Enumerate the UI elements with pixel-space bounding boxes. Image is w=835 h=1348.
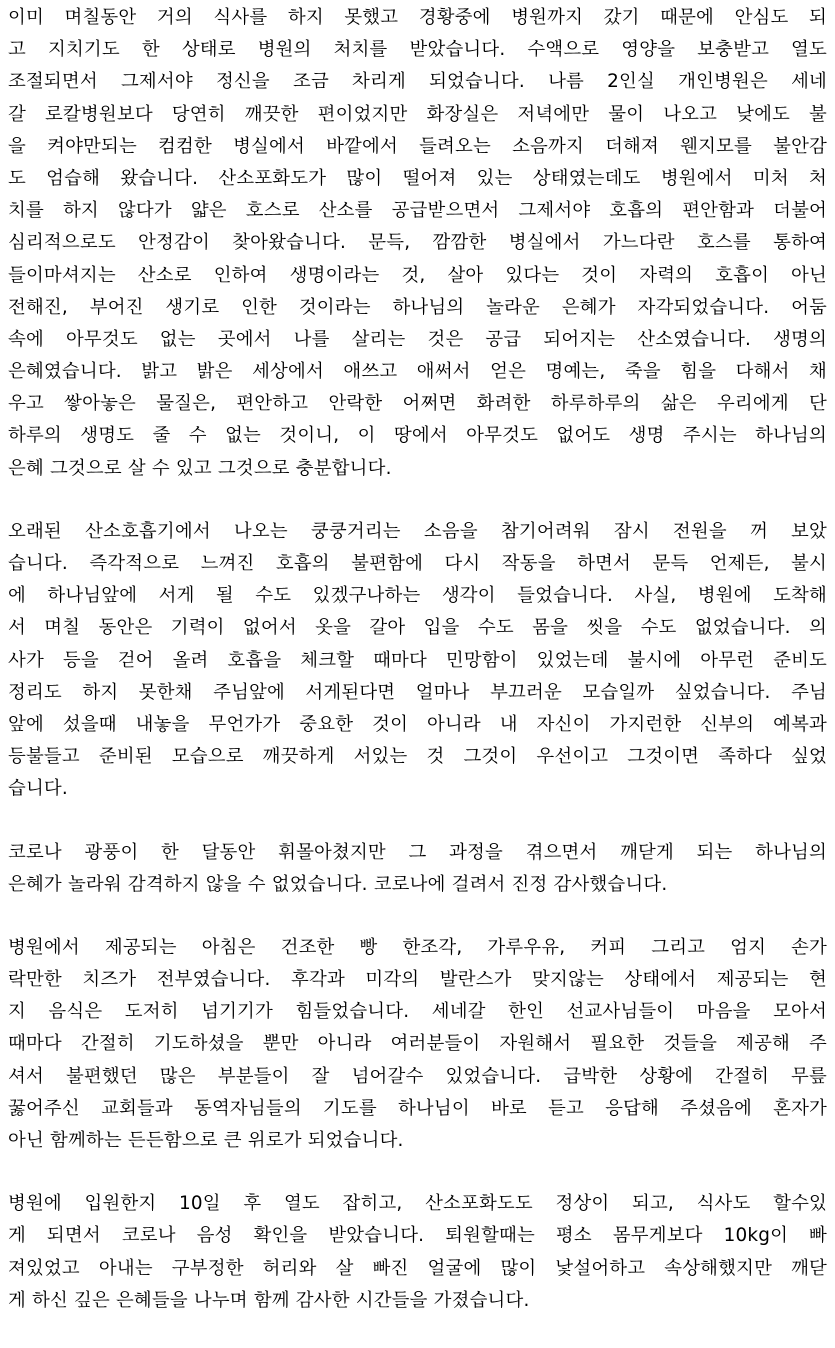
text-line: 속에 아무것도 없는 곳에서 나를 살리는 것은 공급 되어지는 산소였습니다. 생명의: [8, 328, 827, 350]
text-line: 습니다.: [8, 778, 68, 800]
text-line: 병원에서 제공되는 아침은 건조한 빵 한조각, 가루우유, 커피 그리고 엄지 손가: [8, 936, 827, 958]
text-line: 사가 등을 걷어 올려 호흡을 체크할 때마다 민망함이 있었는데 불시에 아무런 준비도: [8, 649, 827, 671]
paragraph-covid-grace: [8, 837, 827, 901]
text-line: 갈 로칼병원보다 당연히 깨끗한 편이었지만 화장실은 저녁에만 물이 나오고 낮에도 불: [8, 103, 827, 125]
text-line: 을 켜야만되는 컴컴한 병실에서 바깥에서 들려오는 소음까지 더해져 웬지모를 불안감: [8, 135, 827, 157]
text-line: 게 하신 깊은 은혜들을 나누며 함께 감사한 시간들을 가졌습니다.: [8, 1289, 530, 1311]
text-line: 게 되면서 코로나 음성 확인을 받았습니다. 퇴원할때는 평소 몸무게보다 10kg이 빠: [8, 1225, 827, 1247]
text-line: 져있었고 아내는 구부정한 허리와 살 빠진 얼굴에 많이 낯설어하고 속상해했지만 깨닫: [8, 1257, 827, 1279]
text-line: 에 하나님앞에 서게 될 수도 있겠구나하는 생각이 들었습니다. 사실, 병원에 도착해: [8, 585, 827, 607]
text-line: 도 엄습해 왔습니다. 산소포화도가 많이 떨어져 있는 상태였는데도 병원에서 미처 처: [8, 167, 827, 189]
text-line: 등불들고 준비된 모습으로 깨끗하게 서있는 것 그것이 우선이고 그것이면 족하다 싶었: [8, 746, 827, 768]
text-line: 앞에 섰을때 내놓을 무언가가 중요한 것이 아니라 내 자신이 가지런한 신부의 예복과: [8, 713, 827, 735]
paragraph-hospital-food: [8, 932, 827, 1157]
text-line: 우고 쌓아놓은 물질은, 편안하고 안락한 어쩌면 화려한 하루하루의 삶은 우리에게 단: [8, 393, 827, 415]
text-line: 오래된 산소호흡기에서 나오는 쿵쿵거리는 소음을 참기어려워 잠시 전원을 꺼 보았: [8, 520, 827, 542]
paragraph-oxygen-machine: [8, 516, 827, 806]
text-line: 심리적으로도 안정감이 찾아왔습니다. 문득, 깜깜한 병실에서 가느다란 호스를 통하여: [8, 232, 827, 254]
text-line: 아닌 함께하는 든든함으로 큰 위로가 되었습니다.: [8, 1130, 404, 1151]
text-line: 지 음식은 도저히 넘기기가 힘들었습니다. 세네갈 한인 선교사님들이 마음을 모아서: [8, 1001, 827, 1023]
text-line: 꿇어주신 교회들과 동역자님들의 기도를 하나님이 바로 듣고 응답해 주셨음에 혼자가: [8, 1097, 827, 1119]
text-line: 들이마셔지는 산소로 인하여 생명이라는 것, 살아 있다는 것이 자력의 호흡이 아닌: [8, 264, 827, 286]
text-line: 은혜가 놀라워 감격하지 않을 수 없었습니다. 코로나에 걸려서 진정 감사했습니다.: [8, 873, 668, 895]
text-line: 조절되면서 그제서야 정신을 조금 차리게 되었습니다. 나름 2인실 개인병원은 세네: [8, 71, 827, 93]
text-line: 이미 며칠동안 거의 식사를 하지 못했고 경황중에 병원까지 갔기 때문에 안심도 되: [8, 7, 827, 28]
text-line: 하루의 생명도 줄 수 없는 것이니, 이 땅에서 아무것도 없어도 생명 주시는 하나님의: [8, 425, 827, 447]
text-line: 때마다 간절히 기도하셨을 뿐만 아니라 여러분들이 자원해서 필요한 것들을 제공해 주: [8, 1033, 827, 1055]
text-line: 서 며칠 동안은 기력이 없어서 옷을 갈아 입을 수도 몸을 씻을 수도 없었습니다. 의: [8, 617, 827, 639]
text-line: 은혜 그것으로 살 수 있고 그것으로 충분합니다.: [8, 457, 392, 479]
text-line: 전해진, 부어진 생기로 인한 것이라는 하나님의 놀라운 은혜가 자각되었습니다. 어둠: [8, 296, 827, 318]
document-page: [8, 2, 827, 1348]
paragraph-hospital-care: [8, 2, 827, 485]
text-line: 고 지치기도 한 상태로 병원의 처치를 받았습니다. 수액으로 영양을 보충받고 열도: [8, 39, 827, 61]
text-line: 락만한 치즈가 전부였습니다. 후각과 미각의 발란스가 맞지않는 상태에서 제공되는 현: [8, 969, 827, 991]
text-line: 코로나 광풍이 한 달동안 휘몰아쳤지만 그 과정을 겪으면서 깨닫게 되는 하나님의: [8, 841, 827, 863]
text-line: 병원에 입원한지 10일 후 열도 잡히고, 산소포화도도 정상이 되고, 식사도 할수있: [8, 1193, 827, 1215]
text-line: 정리도 하지 못한채 주님앞에 서게된다면 얼마나 부끄러운 모습일까 싶었습니다. 주님: [8, 681, 827, 703]
text-line: 은혜였습니다. 밝고 밝은 세상에서 애쓰고 애써서 얻은 명예는, 죽을 힘을 다해서 채: [8, 361, 827, 383]
text-line: 셔서 불편했던 많은 부분들이 잘 넘어갈수 있었습니다. 급박한 상황에 간절히 무릎: [8, 1065, 827, 1087]
text-line: 치를 하지 않다가 얇은 호스로 산소를 공급받으면서 그제서야 호흡의 편안함과 더불어: [8, 200, 827, 222]
paragraph-discharge: [8, 1188, 827, 1317]
text-line: 습니다. 즉각적으로 느껴진 호흡의 불편함에 다시 작동을 하면서 문득 언제든, 불시: [8, 553, 827, 574]
